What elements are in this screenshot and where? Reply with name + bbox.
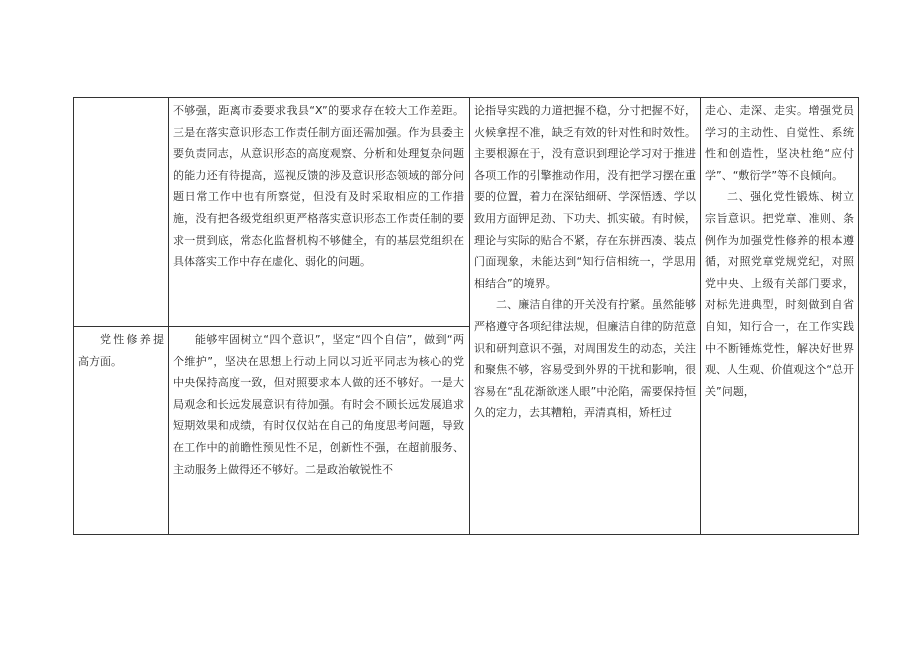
row-divider <box>73 326 470 327</box>
row1-col2-cell: 不够强，距离市委要求我县“X”的要求存在较大工作差距。三是在落实意识形态工作责任制方面还需加强。作为县委主要负责同志，从意识形态的高度观察、分析和处理复杂问题的能力还有待提高，巡视反馈的涉及意识形态领域的部分问题日常工作中也有所察觉，但没有及时采取相应的工作措施，没有把各级党组织更严格落实意识形态工作责任制的要求一贯到底，常态化监督机构不够健全，有的基层党组织在具体落实工作中存在虚化、弱化的问题。 <box>173 104 464 269</box>
column-divider-2 <box>469 97 470 535</box>
col3-paragraph-1: 论指导实践的力道把握不稳，分寸把握不好，火候拿捏不准，缺乏有效的针对性和时效性。主要根源在于，没有意识到理论学习对于推进各项工作的引擎推动作用，没有把学习摆在重要的位置，着力在深钻细研、学深悟透、学以致用方面钾足劲、下功夫、抓实破。有时候，理论与实际的贴合不紧，存在东拼西凑、装点门面现象，未能达到“知行信相统一，学思用相结合”的境界。 <box>474 104 696 290</box>
row2-col2-text: 能够牢固树立“四个意识”，坚定“四个自信”，做到“两个维护”，坚决在思想上行动上同以习近平同志为核心的党中央保持高度一致，但对照要求本人做的还不够好。一是大局观念和长远发展意识有待加强。有时会不顾长远发展追求短期效果和成绩，有时仅仅站在自己的角度思考问题，导致在工作中的前瞻性预见性不足，创新性不强，在超前服务、主动服务上做得还不够好。二是政治敏锐性不 <box>173 333 464 476</box>
col4-cell <box>705 100 854 530</box>
row2-col2-cell <box>173 329 464 529</box>
col4-paragraph-2: 二、强化党性锻炼、树立宗旨意识。把党章、准则、条例作为加强党性修养的根本遵循，对照党章党规党纪，对照党中央、上级有关部门要求，对标先进典型，时刻做到自省自知，知行合一，在工作实践中不断锤炼党性，解决好世界观、人生观、价值观这个“总开关”问题， <box>705 190 854 398</box>
row2-col1-cell <box>78 329 164 372</box>
col4-paragraph-1: 走心、走深、走实。增强党员学习的主动性、自觉性、系统性和创造性，坚决杜绝“应付学”、“敷衍学”等不良倾向。 <box>705 104 854 182</box>
col3-cell <box>474 100 696 530</box>
row2-col1-label: 党性修养提高方面。 <box>78 333 164 368</box>
col3-paragraph-2: 二、廉洁自律的开关没有拧紧。虽然能够严格遵守各项纪律法规，但廉洁自律的防范意识和研判意识不强，对周围发生的动态，关注和聚焦不够，容易受到外界的干扰和影响，很容易在“乱花渐欲迷人眼”中沦陷，需要保持恒久的定力，去其糟粕，弄清真相，矫枉过 <box>474 298 696 420</box>
column-divider-3 <box>700 97 701 535</box>
column-divider-1 <box>168 97 169 535</box>
